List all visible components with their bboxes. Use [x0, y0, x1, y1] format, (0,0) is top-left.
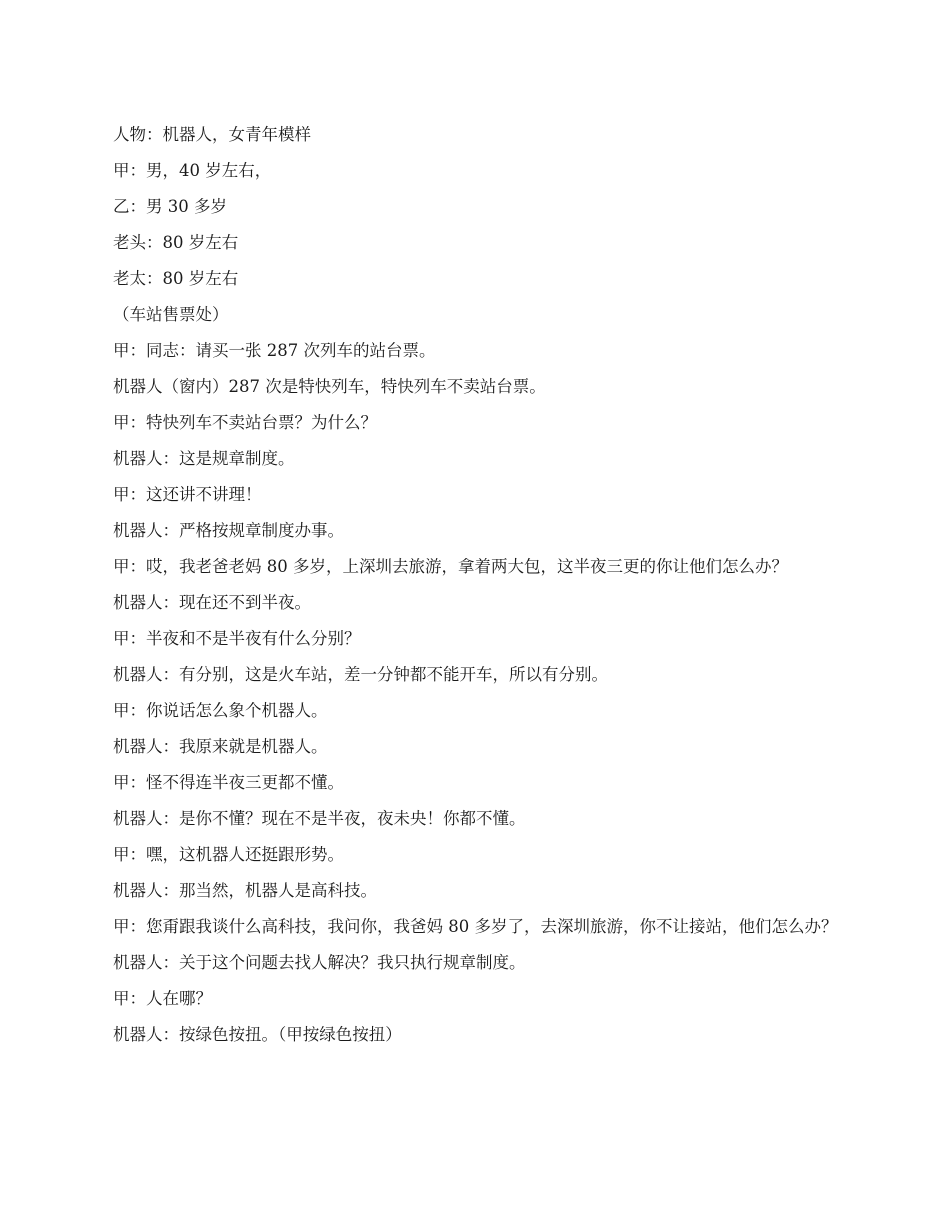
- dialogue-line: 机器人（窗内）287 次是特快列车，特快列车不卖站台票。: [113, 377, 546, 396]
- cast-line-robot: 人物：机器人，女青年模样: [113, 125, 311, 144]
- dialogue-line: 甲：这还讲不讲理！: [113, 485, 262, 504]
- dialogue-line: 机器人：那当然，机器人是高科技。: [113, 881, 377, 900]
- dialogue-line: 机器人：这是规章制度。: [113, 449, 295, 468]
- dialogue-line: 机器人：现在还不到半夜。: [113, 593, 311, 612]
- dialogue-line: 甲：您甭跟我谈什么高科技，我问你，我爸妈 80 多岁了，去深圳旅游，你不让接站，他们怎么办？: [113, 917, 838, 936]
- dialogue-line: 机器人：严格按规章制度办事。: [113, 521, 344, 540]
- dialogue-line: 甲：嘿，这机器人还挺跟形势。: [113, 845, 344, 864]
- script-text: [113, 124, 838, 1060]
- dialogue-line: 机器人：是你不懂？现在不是半夜，夜未央！你都不懂。: [113, 809, 526, 828]
- stage-direction: （车站售票处）: [113, 305, 229, 324]
- cast-line-yi: 乙：男 30 多岁: [113, 197, 227, 216]
- dialogue-line: 甲：半夜和不是半夜有什么分别？: [113, 629, 361, 648]
- dialogue-line: 甲：人在哪？: [113, 989, 212, 1008]
- dialogue-line: 机器人：有分别，这是火车站，差一分钟都不能开车，所以有分别。: [113, 665, 608, 684]
- dialogue-line: 甲：怪不得连半夜三更都不懂。: [113, 773, 344, 792]
- dialogue-line: 机器人：按绿色按扭。（甲按绿色按扭）: [113, 1025, 402, 1044]
- cast-line-jia: 甲：男，40 岁左右，: [113, 161, 272, 180]
- cast-line-old-man: 老头：80 岁左右: [113, 233, 239, 252]
- dialogue-line: 甲：同志：请买一张 287 次列车的站台票。: [113, 341, 436, 360]
- dialogue-line: 机器人：我原来就是机器人。: [113, 737, 328, 756]
- dialogue-line: 甲：特快列车不卖站台票？为什么？: [113, 413, 377, 432]
- dialogue-line: 甲：你说话怎么象个机器人。: [113, 701, 328, 720]
- dialogue-line: 甲：哎，我老爸老妈 80 多岁，上深圳去旅游，拿着两大包，这半夜三更的你让他们怎么办？: [113, 557, 788, 576]
- dialogue-line: 机器人：关于这个问题去找人解决？我只执行规章制度。: [113, 953, 526, 972]
- cast-line-old-woman: 老太：80 岁左右: [113, 269, 239, 288]
